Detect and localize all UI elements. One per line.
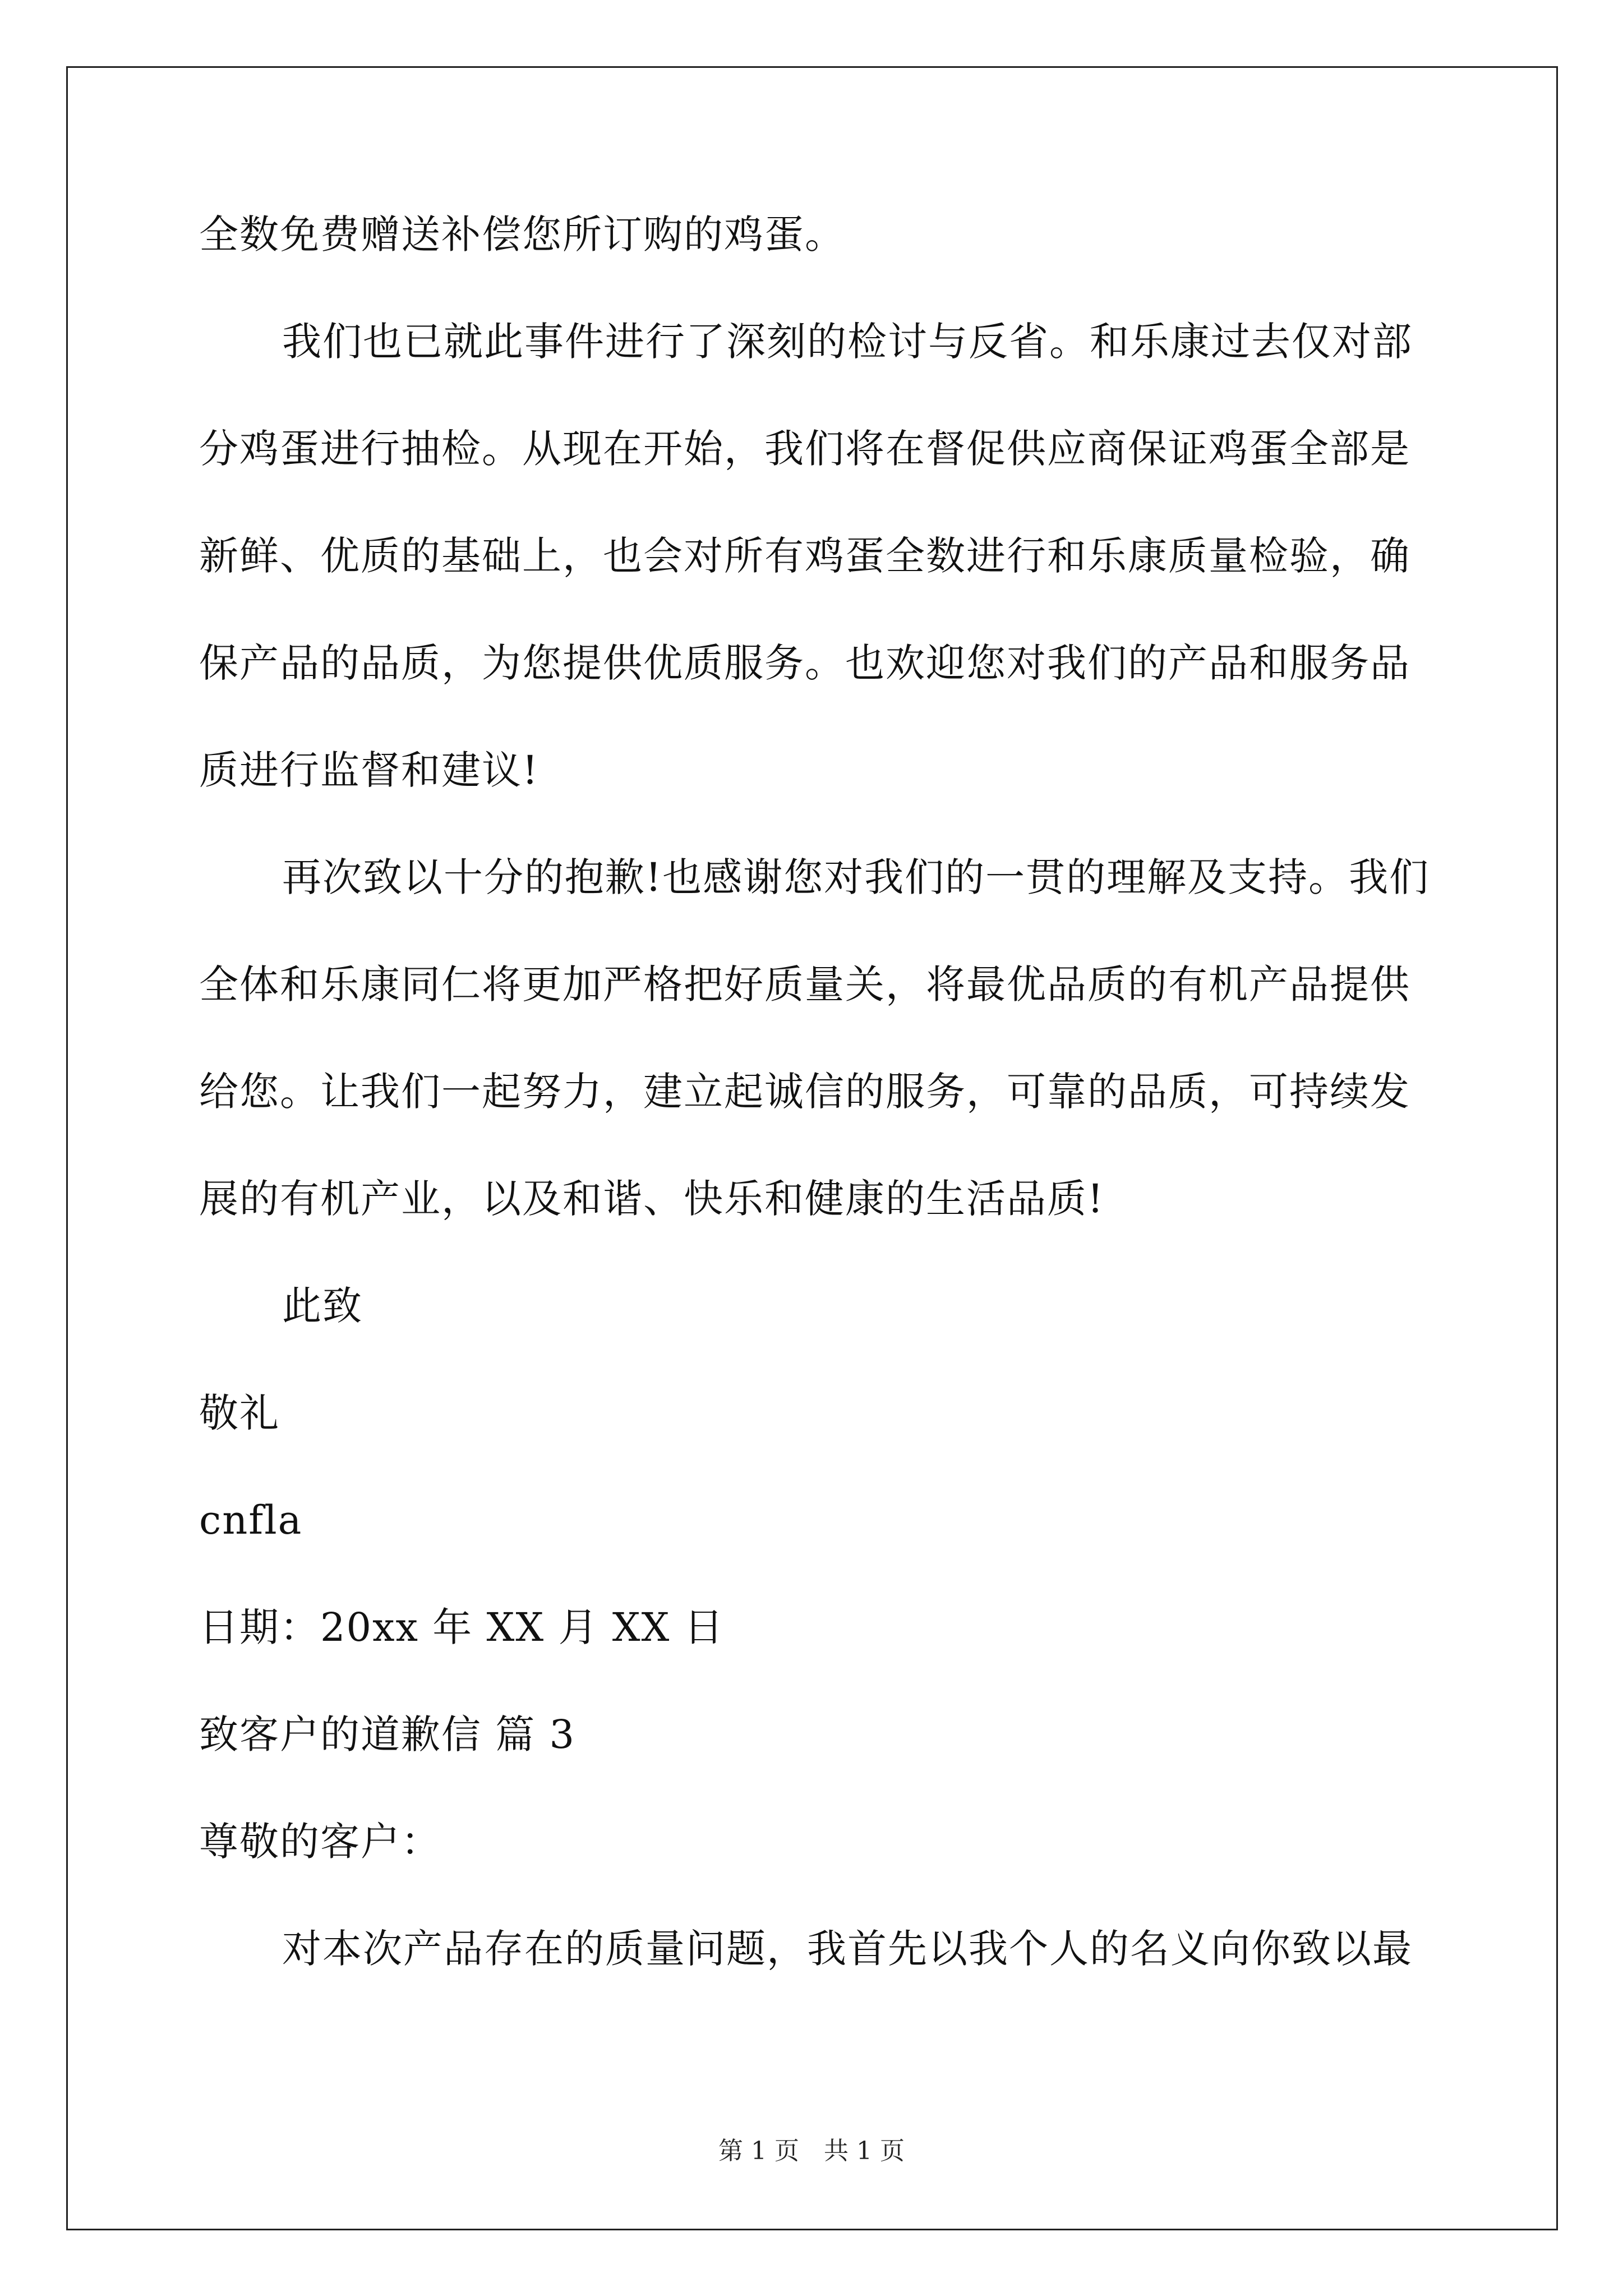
text-line: 分鸡蛋进行抽检。从现在开始，我们将在督促供应商保证鸡蛋全部是 bbox=[199, 426, 1410, 472]
page-number: 第 1 页 共 1 页 bbox=[718, 2137, 905, 2165]
text-line: 保产品的品质，为您提供优质服务。也欢迎您对我们的产品和服务品 bbox=[199, 640, 1410, 686]
text-line: 新鲜、优质的基础上，也会对所有鸡蛋全数进行和乐康质量检验，确 bbox=[199, 533, 1410, 579]
text-line: 全数免费赠送补偿您所订购的鸡蛋。 bbox=[199, 211, 845, 257]
closing-phrase: 此致 bbox=[282, 1283, 363, 1329]
section-heading: 致客户的道歉信 篇 3 bbox=[199, 1711, 576, 1757]
signature: cnfla bbox=[199, 1497, 303, 1543]
paragraph-start: 对本次产品存在的质量问题，我首先以我个人的名义向你致以最 bbox=[282, 1926, 1413, 1972]
greeting: 尊敬的客户： bbox=[199, 1819, 441, 1865]
salutation-closing: 敬礼 bbox=[199, 1390, 280, 1436]
text-line: 质进行监督和建议! bbox=[199, 747, 540, 793]
text-line: 全体和乐康同仁将更加严格把好质量关，将最优品质的有机产品提供 bbox=[199, 961, 1410, 1007]
paragraph-start: 我们也已就此事件进行了深刻的检讨与反省。和乐康过去仅对部 bbox=[282, 319, 1413, 365]
text-line: 给您。让我们一起努力，建立起诚信的服务，可靠的品质，可持续发 bbox=[199, 1069, 1410, 1115]
text-line: 展的有机产业，以及和谐、快乐和健康的生活品质! bbox=[199, 1176, 1105, 1222]
date-line: 日期：20xx 年 XX 月 XX 日 bbox=[199, 1604, 725, 1650]
page-border bbox=[66, 66, 1558, 2230]
paragraph-start: 再次致以十分的抱歉!也感谢您对我们的一贯的理解及支持。我们 bbox=[282, 854, 1430, 900]
